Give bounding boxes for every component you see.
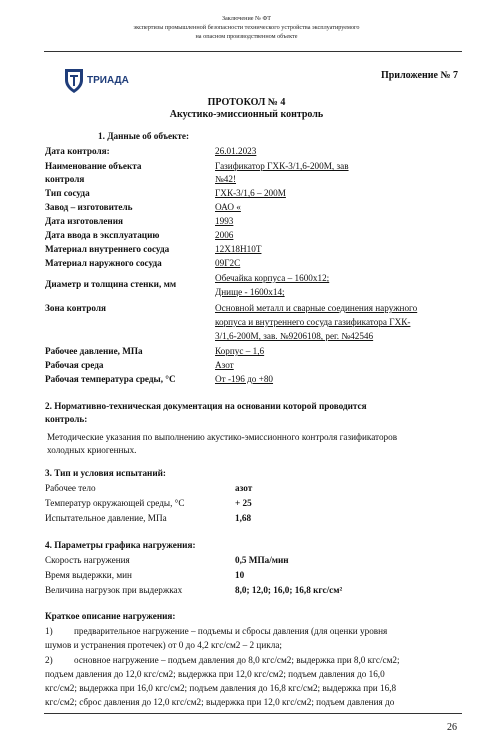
field-label-diameter: Диаметр и толщина стенки, мм	[45, 279, 177, 289]
field-value-vessel-type: ГХК-3/1,6 – 200М	[215, 188, 286, 198]
logo-text: ТРИАДА	[87, 75, 129, 86]
field-label-object-name-cont: контроля	[45, 174, 85, 184]
summary-item-2-number: 2)	[45, 655, 53, 665]
section-1-heading: 1. Данные об объекте:	[98, 131, 190, 141]
field-value-serial: №42!	[215, 174, 237, 184]
section-4-heading: 4. Параметры графика нагружения:	[45, 540, 196, 550]
field-value-manufacturer: ОАО «	[215, 202, 241, 212]
protocol-title: ПРОТОКОЛ № 4	[207, 97, 286, 108]
test-medium-label: Рабочее тело	[45, 483, 96, 493]
field-value-working-medium: Азот	[215, 360, 234, 370]
shield-logo-icon	[62, 66, 132, 94]
footer-divider	[44, 713, 462, 714]
test-pressure-value: 1,68	[235, 513, 252, 523]
summary-item-2-line-3: кгс/см2; выдержка при 16,0 кгс/см2; подъем давления до 16,8 кгс/см2; выдержка при 16,8	[45, 683, 397, 693]
field-value-outer-material: 09Г2С	[215, 258, 241, 268]
hold-time-label: Время выдержки, мин	[45, 570, 132, 580]
summary-item-1-cont: шумов и устранения протечек) от 0 до 4,2 кгс/см2 – 2 цикла;	[45, 640, 282, 650]
field-label-working-medium: Рабочая среда	[45, 360, 104, 370]
field-label-outer-material: Материал наружного сосуда	[45, 258, 162, 268]
loading-rate-label: Скорость нагружения	[45, 555, 130, 565]
header-divider	[44, 51, 462, 52]
test-medium-value: азот	[235, 483, 253, 493]
field-label-working-temp: Рабочая температура среды, °С	[45, 374, 176, 384]
field-value-zone-line-1: Основной металл и сварные соединения наружного	[215, 303, 418, 313]
section-2-text-cont: холодных криогенных.	[47, 445, 137, 455]
field-value-working-pressure: Корпус – 1,6	[215, 346, 265, 356]
field-label-inner-material: Материал внутреннего сосуда	[45, 244, 170, 254]
field-label-zone: Зона контроля	[45, 303, 107, 313]
field-value-shell: Обечайка корпуса – 1600х12;	[215, 273, 330, 283]
section-2-text: Методические указания по выполнению акустико-эмиссионного контроля газификаторов	[47, 432, 398, 442]
company-logo	[62, 66, 132, 94]
ambient-temp-value: + 25	[235, 498, 252, 508]
summary-item-2-line-2: подъем давления до 12,0 кгс/см2; выдержка при 12,0 кгс/см2; подъем давления до 16,0	[45, 669, 385, 679]
ambient-temp-label: Температур окружающей среды, °С	[45, 498, 185, 508]
summary-item-2-line-4: кгс/см2; сброс давления до 12,0 кгс/см2; выдержка при 12,0 кгс/см2; подъем давления до	[45, 697, 395, 707]
section-3-heading: 3. Тип и условия испытаний:	[45, 468, 166, 478]
summary-item-1-number: 1)	[45, 626, 53, 636]
field-value-manufacture-date: 1993	[215, 216, 234, 226]
header-line-2: экспертизы промышленной безопасности технического устройства эксплуатируемого	[133, 24, 360, 31]
summary-item-1-text: предварительное нагружение – подъемы и сбросы давления (для оценки уровня	[74, 626, 388, 636]
field-label-object-name: Наименование объекта	[45, 161, 142, 171]
field-label-vessel-type: Тип сосуда	[45, 188, 90, 198]
loading-rate-value: 0,5 МПа/мин	[235, 555, 289, 565]
protocol-subtitle: Акустико-эмиссионный контроль	[169, 109, 324, 120]
field-value-commission-date: 2006	[215, 230, 234, 240]
field-label-working-pressure: Рабочее давление, МПа	[45, 346, 143, 356]
hold-loads-value: 8,0; 12,0; 16,0; 16,8 кгс/см²	[235, 585, 343, 595]
header-line-1: Заключение № ФТ	[221, 15, 272, 22]
field-value-working-temp: От -196 до +80	[215, 374, 274, 384]
test-pressure-label: Испытательное давление, МПа	[45, 513, 167, 523]
field-label-commission-date: Дата ввода в эксплуатацию	[45, 230, 160, 240]
header-line-3: на опасном производственном объекте	[195, 33, 298, 40]
field-label-control-date: Дата контроля:	[45, 146, 110, 156]
field-value-inner-material: 12Х18Н10Т	[215, 244, 262, 254]
field-label-manufacturer: Завод – изготовитель	[45, 202, 133, 212]
field-value-control-date: 26.01.2023	[215, 146, 257, 156]
field-value-zone-line-3: 3/1,6-200М, зав. №9206108, рег. №42546	[215, 331, 374, 341]
appendix-label: Приложение № 7	[380, 70, 458, 81]
page-number: 26	[447, 722, 457, 733]
section-2-heading-cont: контроль:	[45, 414, 88, 424]
hold-time-value: 10	[235, 570, 245, 580]
field-value-zone-line-2: корпуса и внутреннего сосуда газификатора ГХК-	[215, 317, 411, 327]
summary-item-2-text: основное нагружение – подъем давления до 8,0 кгс/см2; выдержка при 8,0 кгс/см2;	[74, 655, 400, 665]
field-label-manufacture-date: Дата изготовления	[45, 216, 123, 226]
field-value-head: Днище - 1600х14;	[215, 287, 285, 297]
summary-heading: Краткое описание нагружения:	[45, 611, 176, 621]
section-2-heading: 2. Нормативно-техническая документация на основании которой проводится	[45, 401, 367, 411]
hold-loads-label: Величина нагрузок при выдержках	[45, 585, 183, 595]
field-value-object-name: Газификатор ГХК-3/1,6-200М, зав	[215, 161, 349, 171]
